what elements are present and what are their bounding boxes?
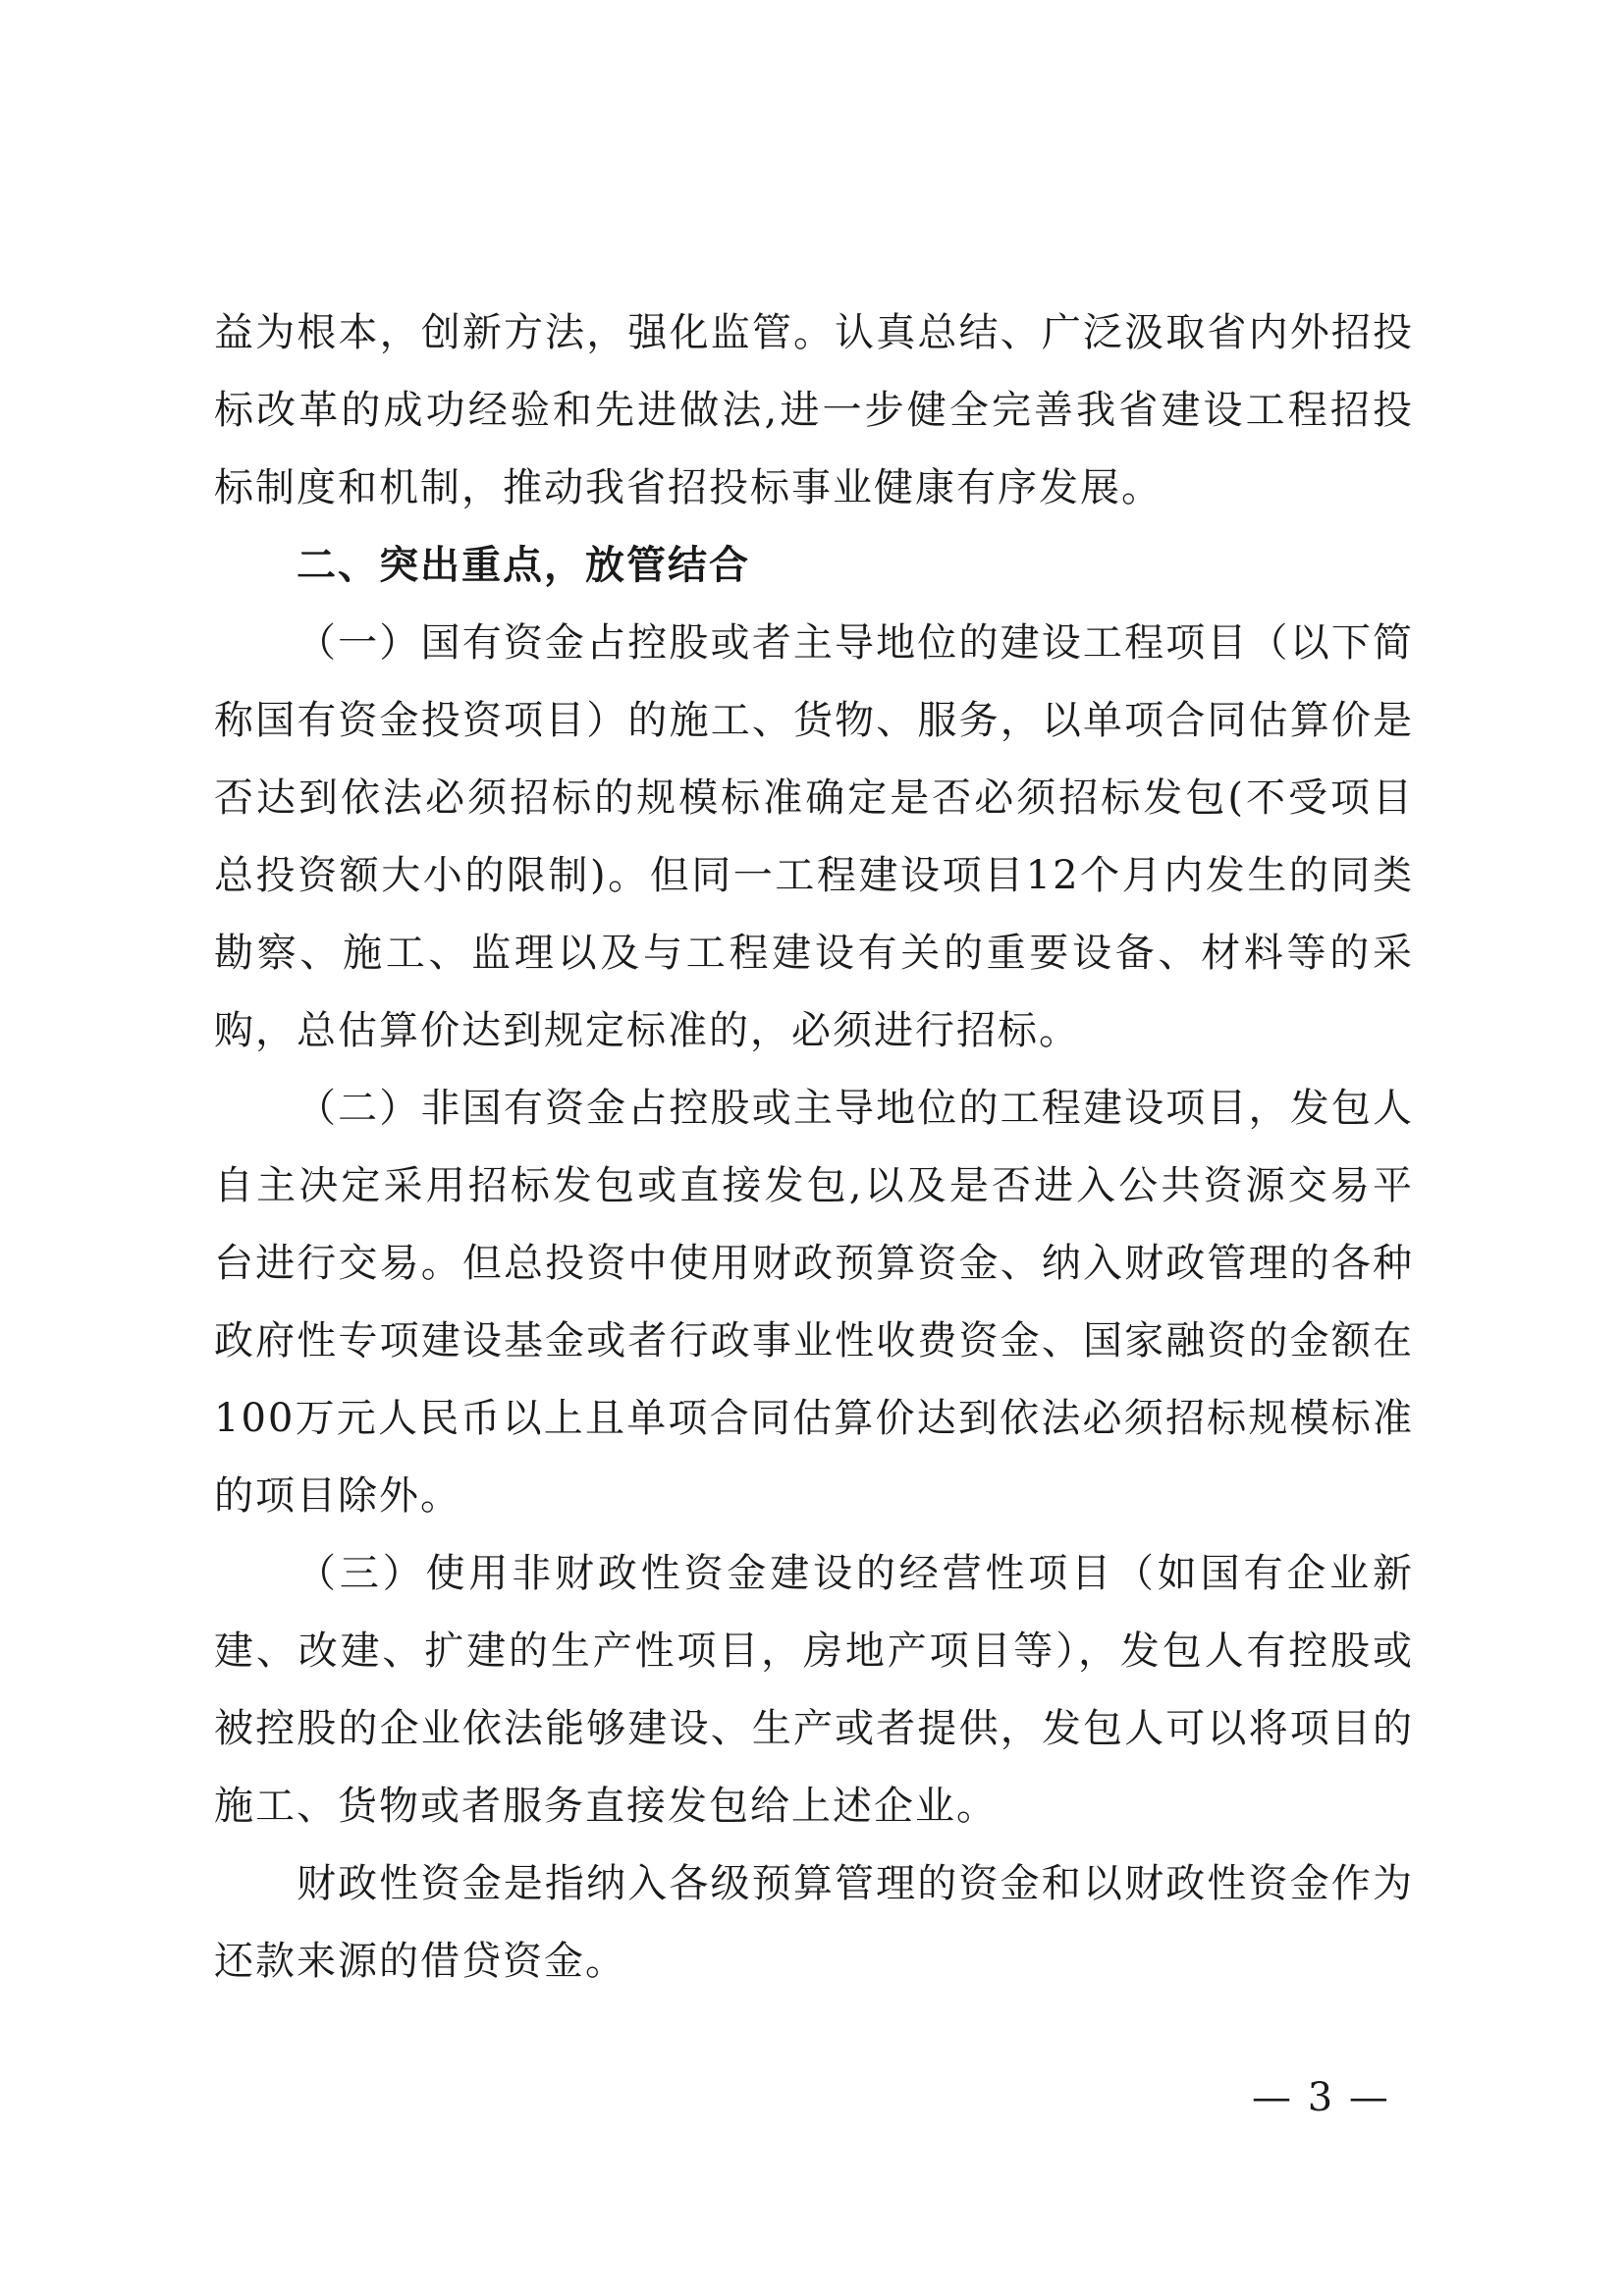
- paragraph-continuation: 益为根本，创新方法，强化监管。认真总结、广泛汲取省内外招投标改革的成功经验和先进做法,进一步健全完善我省建设工程招投标制度和机制，推动我省招投标事业健康有序发展。: [214, 310, 1414, 510]
- paragraph-item-1: （一）国有资金占控股或者主导地位的建设工程项目（以下简称国有资金投资项目）的施工、货物、服务，以单项合同估算价是否达到依法必须招标的规模标准确定是否必须招标发包(不受项目总投资额大小的限制)。但同一工程建设项目12个月内发生的同类勘察、施工、监理以及与工程建设有关的重要设备、材料等的采购，总估算价达到规定标准的，必须进行招标。: [214, 620, 1414, 1053]
- paragraph-definition: 财政性资金是指纳入各级预算管理的资金和以财政性资金作为还款来源的借贷资金。: [214, 1861, 1414, 1984]
- paragraph-item-2: （二）非国有资金占控股或主导地位的工程建设项目，发包人自主决定采用招标发包或直接发包,以及是否进入公共资源交易平台进行交易。但总投资中使用财政预算资金、纳入财政管理的各种政府性专项建设基金或者行政事业性收费资金、国家融资的金额在100万元人民币以上且单项合同估算价达到依法必须招标规模标准的项目除外。: [214, 1086, 1414, 1519]
- section-heading: 二、突出重点，放管结合: [297, 543, 750, 588]
- page-number: — 3 —: [1252, 2075, 1390, 2120]
- document-body: [214, 294, 1414, 2001]
- paragraph-item-3: （三）使用非财政性资金建设的经营性项目（如国有企业新建、改建、扩建的生产性项目，房地产项目等），发包人有控股或被控股的企业依法能够建设、生产或者提供，发包人可以将项目的施工、货物或者服务直接发包给上述企业。: [214, 1551, 1414, 1829]
